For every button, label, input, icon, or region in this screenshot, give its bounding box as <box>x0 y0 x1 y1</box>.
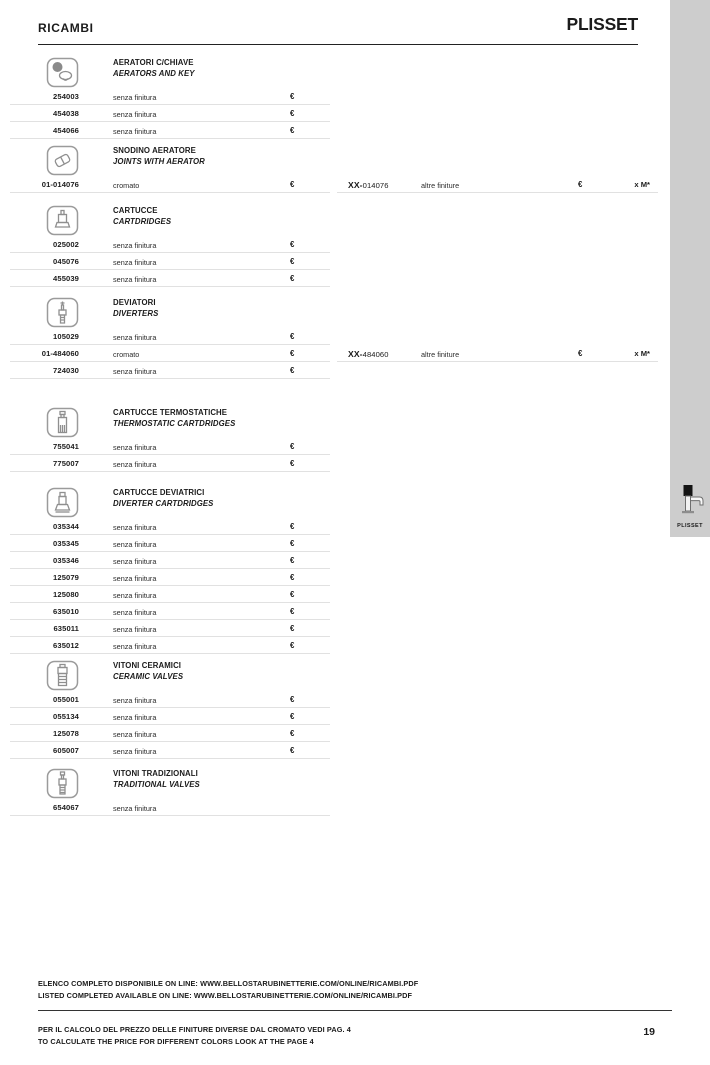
section-rows <box>10 799 670 816</box>
part-entry <box>10 438 330 455</box>
part-price-euro: € <box>290 257 295 266</box>
part-finish: senza finitura <box>113 695 157 705</box>
series-side-tab <box>670 0 710 537</box>
part-entry <box>10 725 330 742</box>
faucet-icon <box>676 503 704 520</box>
part-price-euro: € <box>290 332 295 341</box>
part-row <box>10 552 670 569</box>
part-finish: senza finitura <box>113 459 157 469</box>
part-entry <box>10 455 330 472</box>
part-row <box>10 725 670 742</box>
part-row <box>10 345 670 362</box>
part-entry <box>10 236 330 253</box>
part-row <box>10 176 670 193</box>
part-entry <box>10 742 330 759</box>
footer-divider <box>38 1010 672 1011</box>
part-finish: senza finitura <box>113 539 157 549</box>
part-code: 254003 <box>53 92 79 101</box>
part-price-euro: € <box>290 746 295 755</box>
part-code: 605007 <box>53 746 79 755</box>
part-entry <box>10 552 330 569</box>
part-code: 724030 <box>53 366 79 375</box>
part-finish: cromato <box>113 180 140 190</box>
part-price-euro: € <box>290 349 295 358</box>
part-row <box>10 708 670 725</box>
part-entry <box>10 105 330 122</box>
part-finish: senza finitura <box>113 92 157 102</box>
section-title-it: AERATORI C/CHIAVE <box>113 58 194 67</box>
part-finish-alt: altre finiture <box>421 180 460 190</box>
section-rows <box>10 236 670 287</box>
part-code: 654067 <box>53 803 79 812</box>
part-code: 125078 <box>53 729 79 738</box>
page-section-title: RICAMBI <box>38 21 94 35</box>
part-price-euro: € <box>290 573 295 582</box>
part-finish: senza finitura <box>113 126 157 136</box>
part-finish: senza finitura <box>113 641 157 651</box>
part-entry <box>10 345 330 362</box>
part-price-euro: € <box>290 274 295 283</box>
section-title <box>113 145 205 167</box>
part-code: 055001 <box>53 695 79 704</box>
thermostatic-cartridge-icon <box>46 407 79 438</box>
section-title-it: DEVIATORI <box>113 298 156 307</box>
joint-aerator-icon <box>46 145 79 176</box>
part-code: 035346 <box>53 556 79 565</box>
footer-note-it: PER IL CALCOLO DEL PREZZO DELLE FINITURE DIVERSE DAL CROMATO VEDI PAG. 4 <box>38 1025 351 1034</box>
part-finish: senza finitura <box>113 109 157 119</box>
part-code: 045076 <box>53 257 79 266</box>
part-price-euro: € <box>290 556 295 565</box>
diverter-cartridge-icon <box>46 487 79 518</box>
section-title-it: VITONI CERAMICI <box>113 661 182 670</box>
part-entry <box>10 569 330 586</box>
part-code: 105029 <box>53 332 79 341</box>
section-title-it: CARTUCCE TERMOSTATICHE <box>113 408 228 417</box>
footer-online-en: LISTED COMPLETED AVAILABLE ON LINE: WWW.BELLOSTARUBINETTERIE.COM/ONLINE/RICAMBI.PDF <box>38 991 413 1000</box>
part-row <box>10 122 670 139</box>
part-price-euro: € <box>290 180 295 189</box>
part-finish-alt: altre finiture <box>421 349 460 359</box>
part-row <box>10 569 670 586</box>
section-rows <box>10 88 670 139</box>
part-price-euro-alt: € <box>578 349 583 358</box>
part-code: 755041 <box>53 442 79 451</box>
part-entry <box>10 535 330 552</box>
footer-online-links <box>38 978 418 1002</box>
section-title-it: SNODINO AERATORE <box>113 146 196 155</box>
section-rows <box>10 328 670 379</box>
part-finish: senza finitura <box>113 729 157 739</box>
section-title <box>113 768 200 790</box>
part-finish: senza finitura <box>113 803 157 813</box>
part-code: 775007 <box>53 459 79 468</box>
section-title-en: THERMOSTATIC CARTDRIDGES <box>113 419 236 428</box>
part-finish: senza finitura <box>113 257 157 267</box>
part-row <box>10 270 670 287</box>
part-price-euro: € <box>290 590 295 599</box>
part-price-euro: € <box>290 240 295 249</box>
part-price-euro: € <box>290 729 295 738</box>
part-price-euro: € <box>290 607 295 616</box>
diverter-icon <box>46 297 79 328</box>
multiplier-note: x M* <box>634 349 650 358</box>
part-price-euro-alt: € <box>578 180 583 189</box>
section-title-en: TRADITIONAL VALVES <box>113 780 200 789</box>
section-title <box>113 297 158 319</box>
part-entry-other-finishes <box>337 176 658 193</box>
section-title <box>113 205 171 227</box>
section-title-en: CERAMIC VALVES <box>113 672 184 681</box>
side-tab-label: PLISSET <box>677 523 703 529</box>
part-row <box>10 586 670 603</box>
part-finish: senza finitura <box>113 442 157 452</box>
part-entry <box>10 637 330 654</box>
section-title-en: DIVERTER CARTDRIDGES <box>113 499 214 508</box>
part-finish: senza finitura <box>113 274 157 284</box>
part-price-euro: € <box>290 92 295 101</box>
part-finish: senza finitura <box>113 573 157 583</box>
part-price-euro: € <box>290 641 295 650</box>
part-price-euro: € <box>290 624 295 633</box>
part-code-alt: XX-014076 <box>348 180 389 190</box>
ceramic-valve-icon <box>46 660 79 691</box>
part-row <box>10 455 670 472</box>
multiplier-note: x M* <box>634 180 650 189</box>
aerator-key-icon <box>46 57 79 88</box>
part-row <box>10 620 670 637</box>
part-price-euro: € <box>290 459 295 468</box>
part-code: 635012 <box>53 641 79 650</box>
part-price-euro: € <box>290 695 295 704</box>
section-title-it: CARTUCCE DEVIATRICI <box>113 488 205 497</box>
part-finish: senza finitura <box>113 624 157 634</box>
part-finish: senza finitura <box>113 712 157 722</box>
section-title-en: JOINTS WITH AERATOR <box>113 157 205 166</box>
section-title-it: CARTUCCE <box>113 206 158 215</box>
part-code: 035344 <box>53 522 79 531</box>
part-finish: senza finitura <box>113 607 157 617</box>
section-rows <box>10 438 670 472</box>
part-code: 125079 <box>53 573 79 582</box>
part-row <box>10 691 670 708</box>
part-entry <box>10 691 330 708</box>
section-title-en: AERATORS AND KEY <box>113 69 195 78</box>
part-entry <box>10 518 330 535</box>
part-row <box>10 518 670 535</box>
part-row <box>10 799 670 816</box>
part-finish: senza finitura <box>113 590 157 600</box>
part-code: 01-014076 <box>41 180 79 189</box>
part-row <box>10 637 670 654</box>
part-code: 635010 <box>53 607 79 616</box>
part-row <box>10 603 670 620</box>
part-entry <box>10 88 330 105</box>
part-finish: senza finitura <box>113 240 157 250</box>
part-row <box>10 253 670 270</box>
section-title-en: DIVERTERS <box>113 309 159 318</box>
part-entry <box>10 620 330 637</box>
part-entry <box>10 603 330 620</box>
part-price-euro: € <box>290 712 295 721</box>
part-price-euro: € <box>290 109 295 118</box>
part-row <box>10 236 670 253</box>
part-entry <box>10 362 330 379</box>
part-price-euro: € <box>290 442 295 451</box>
part-entry-other-finishes <box>337 345 658 362</box>
part-entry <box>10 122 330 139</box>
footer-online-it: ELENCO COMPLETO DISPONIBILE ON LINE: WWW.BELLOSTARUBINETTERIE.COM/ONLINE/RICAMBI.PDF <box>38 979 419 988</box>
part-row <box>10 88 670 105</box>
page-number: 19 <box>643 1026 655 1038</box>
footer-note-en: TO CALCULATE THE PRICE FOR DIFFERENT COLORS LOOK AT THE PAGE 4 <box>38 1037 314 1046</box>
section-title-en: CARTDRIDGES <box>113 217 172 226</box>
part-row <box>10 105 670 122</box>
section-title <box>113 407 235 429</box>
part-code-alt: XX-484060 <box>348 349 389 359</box>
part-code: 025002 <box>53 240 79 249</box>
product-series-title: PLISSET <box>566 14 638 34</box>
section-rows <box>10 518 670 654</box>
part-price-euro: € <box>290 126 295 135</box>
part-finish: cromato <box>113 349 140 359</box>
part-finish: senza finitura <box>113 332 157 342</box>
header-divider <box>38 44 638 45</box>
section-title <box>113 57 195 79</box>
part-finish: senza finitura <box>113 556 157 566</box>
part-entry <box>10 270 330 287</box>
part-entry <box>10 708 330 725</box>
section-title-it: VITONI TRADIZIONALI <box>113 769 198 778</box>
part-price-euro: € <box>290 366 295 375</box>
part-entry <box>10 799 330 816</box>
part-code: 635011 <box>53 624 79 633</box>
section-title <box>113 487 214 509</box>
part-code: 035345 <box>53 539 79 548</box>
part-row <box>10 535 670 552</box>
part-entry <box>10 328 330 345</box>
section-title <box>113 660 183 682</box>
section-rows <box>10 176 670 193</box>
part-code: 454066 <box>53 126 79 135</box>
part-code: 455039 <box>53 274 79 283</box>
part-finish: senza finitura <box>113 366 157 376</box>
part-price-euro: € <box>290 522 295 531</box>
part-code: 125080 <box>53 590 79 599</box>
part-code: 01-484060 <box>41 349 79 358</box>
cartridge-icon <box>46 205 79 236</box>
part-code: 454038 <box>53 109 79 118</box>
part-finish: senza finitura <box>113 746 157 756</box>
part-row <box>10 742 670 759</box>
side-tab-content <box>670 482 710 529</box>
part-entry <box>10 586 330 603</box>
part-row <box>10 438 670 455</box>
section-rows <box>10 691 670 759</box>
traditional-valve-icon <box>46 768 79 799</box>
footer-price-note <box>38 1024 351 1048</box>
part-entry <box>10 253 330 270</box>
part-code: 055134 <box>53 712 79 721</box>
part-row <box>10 328 670 345</box>
part-price-euro: € <box>290 539 295 548</box>
part-finish: senza finitura <box>113 522 157 532</box>
part-entry <box>10 176 330 193</box>
part-row <box>10 362 670 379</box>
